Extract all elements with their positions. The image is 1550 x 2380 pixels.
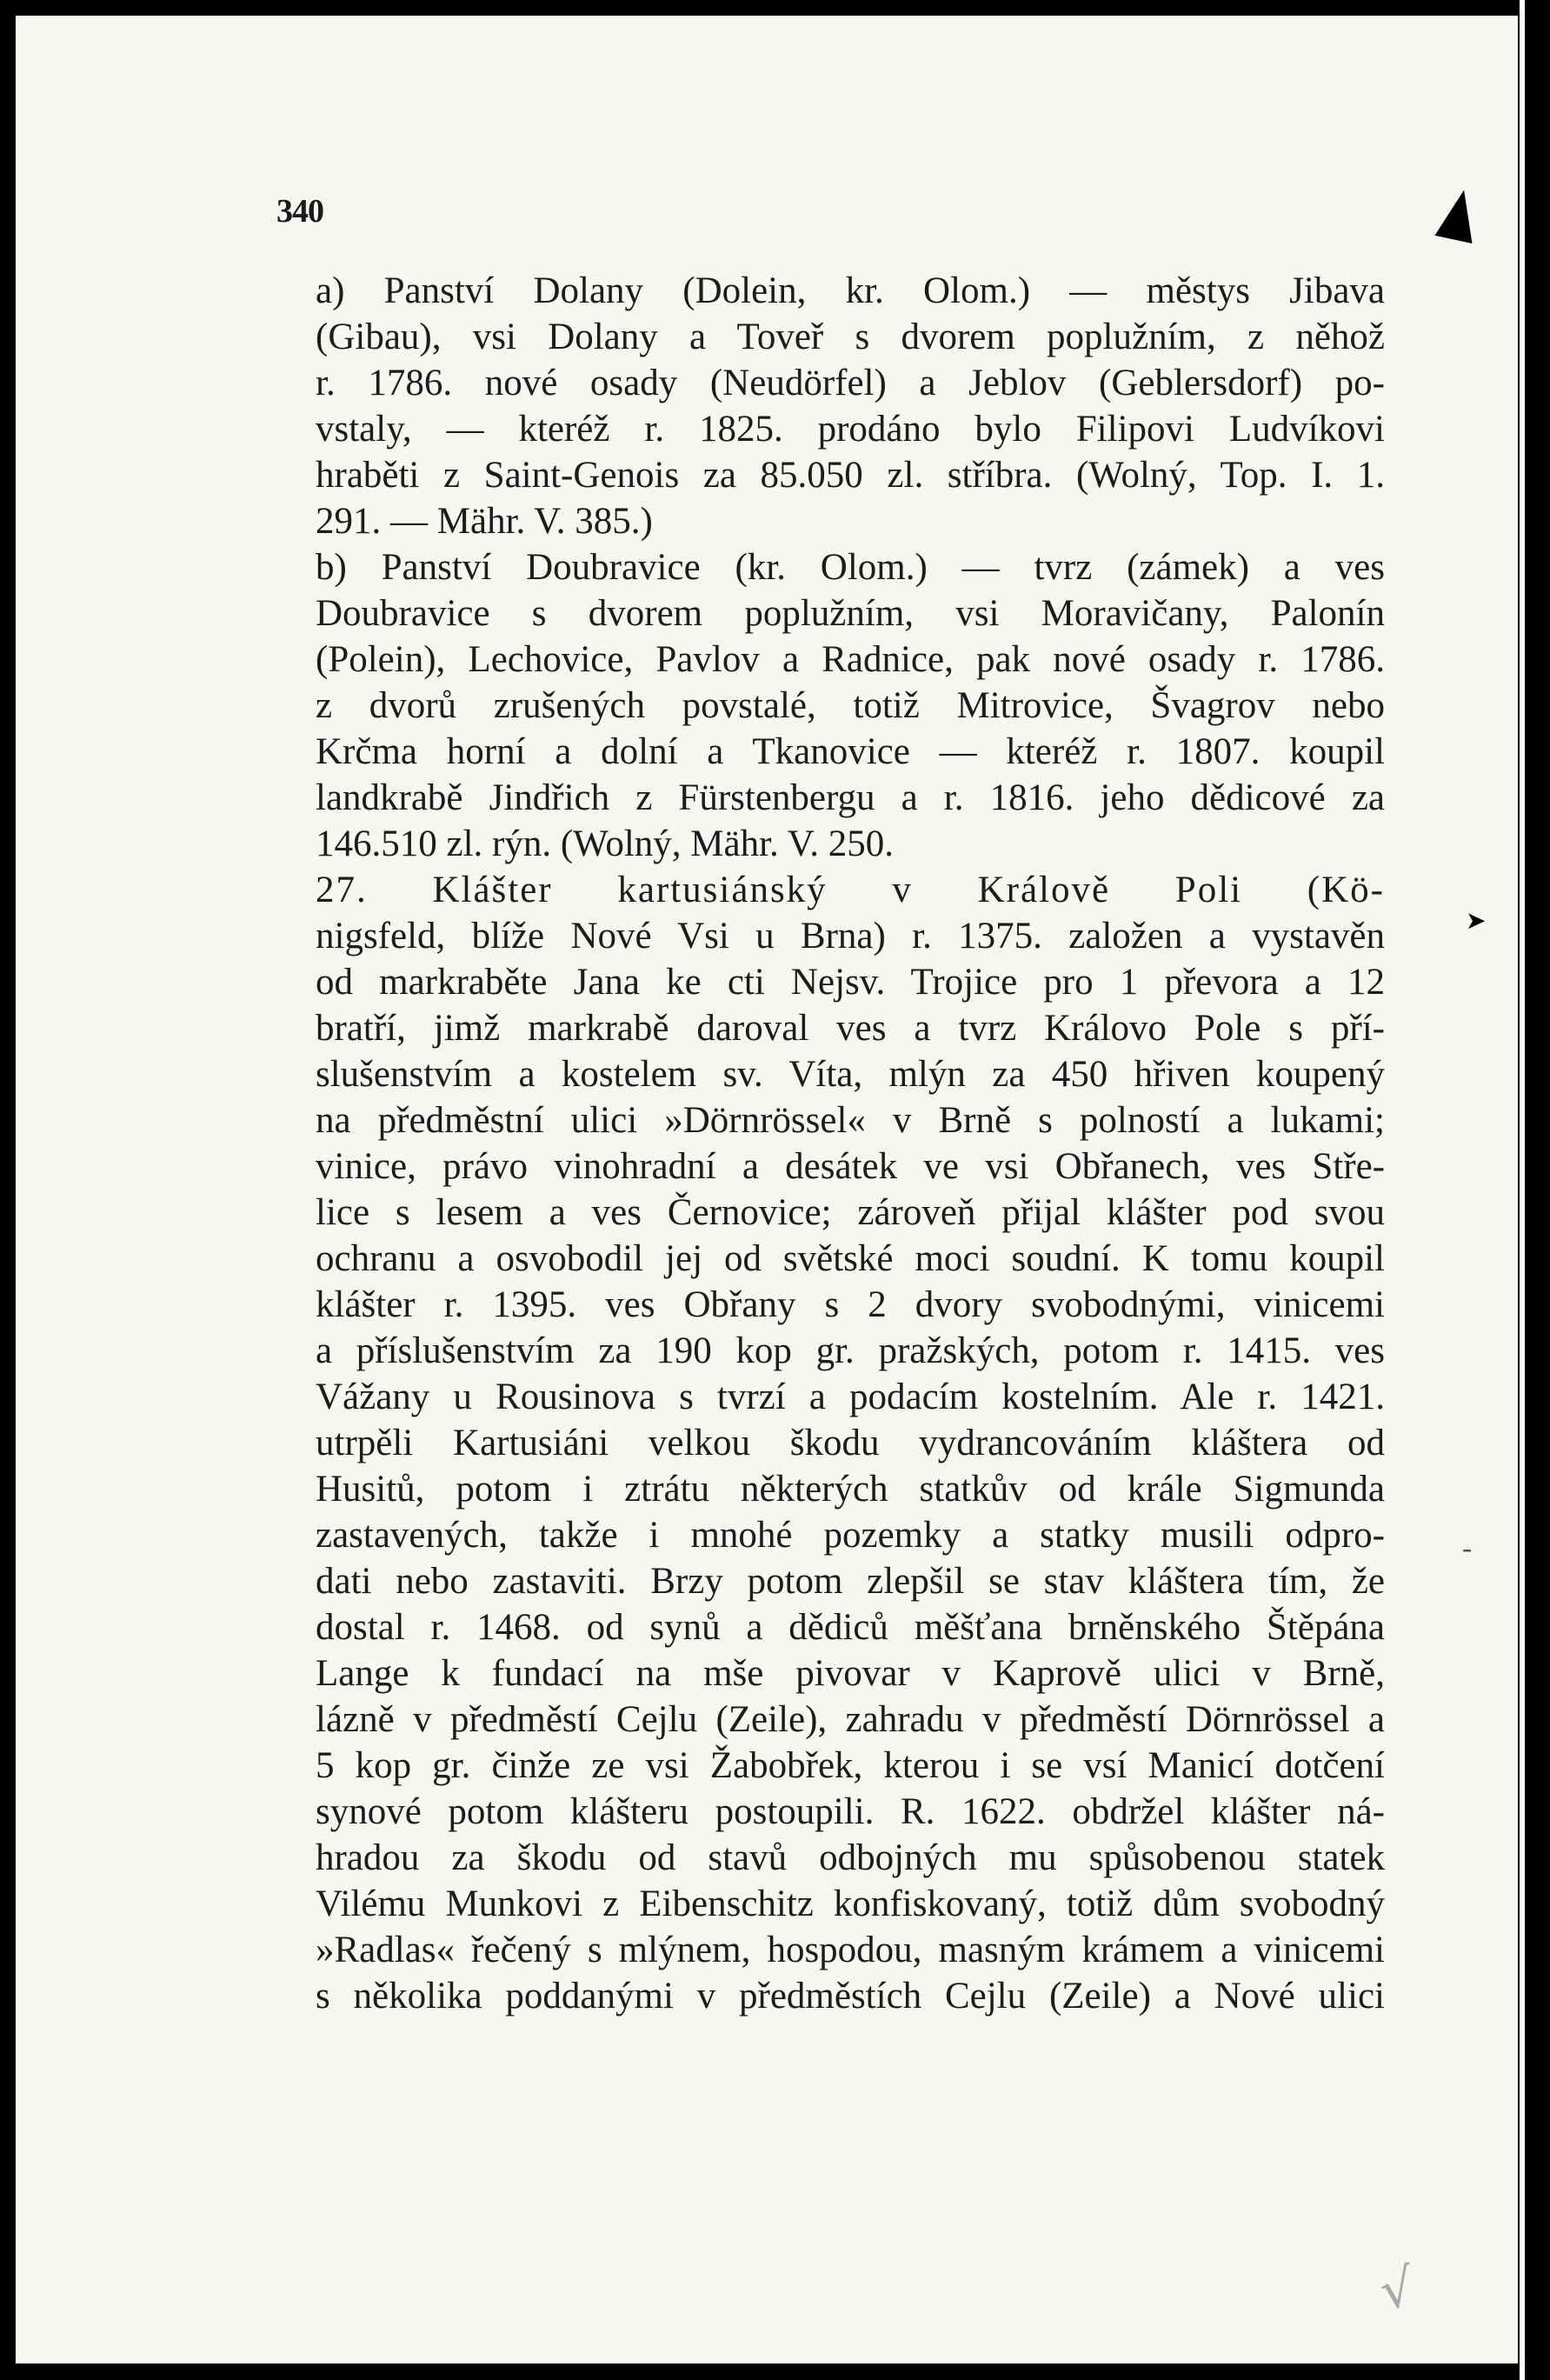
ink-mark-icon	[1434, 186, 1482, 243]
text-line: hradou za škodu od stavů odbojných mu spůsobenou statek	[316, 1837, 1385, 1878]
margin-dash-icon: -	[1462, 1532, 1473, 1564]
text-line: r. 1786. nové osady (Neudörfel) a Jeblov (Geblersdorf) po-	[316, 363, 1385, 403]
text-line: a příslušenstvím za 190 kop gr. pražských, potom r. 1415. ves	[316, 1330, 1385, 1371]
text-line: 5 kop gr. činže ze vsi Žabobřek, kterou i se vsí Manicí dotčení	[316, 1745, 1385, 1786]
pencil-mark-icon: √	[1375, 2257, 1420, 2323]
section-heading-line: 27. Klášter kartusiánský v Králově Poli (Kö-	[316, 870, 1385, 910]
text-line: z dvorů zrušených povstalé, totiž Mitrovice, Švagrov nebo	[316, 685, 1385, 726]
scan-edge-line	[1520, 0, 1525, 2380]
text-line: 291. — Mähr. V. 385.)	[316, 501, 653, 542]
text-line: Krčma horní a dolní a Tkanovice — kteréž r. 1807. koupil	[316, 731, 1385, 772]
text-line: dostal r. 1468. od synů a dědiců měšťana brněnského Štěpána	[316, 1607, 1385, 1648]
text-line: vinice, právo vinohradní a desátek ve vsi Obřanech, ves Stře-	[316, 1146, 1385, 1187]
text-line: (Gibau), vsi Dolany a Toveř s dvorem poplužním, z něhož	[316, 317, 1385, 357]
text-line: nigsfeld, blíže Nové Vsi u Brna) r. 1375. založen a vystavěn	[316, 916, 1385, 957]
text-line: lázně v předměstí Cejlu (Zeile), zahradu v předměstí Dörnrössel a	[316, 1699, 1385, 1740]
text-line: synové potom klášteru postoupili. R. 1622. obdržel klášter ná-	[316, 1791, 1385, 1832]
text-line: od markraběte Jana ke cti Nejsv. Trojice pro 1 převora a 12	[316, 962, 1385, 1003]
text-line: ochranu a osvobodil jej od světské moci soudní. K tomu koupil	[316, 1238, 1385, 1279]
text-line: a) Panství Dolany (Dolein, kr. Olom.) — městys Jibava	[316, 270, 1385, 311]
text-line: Doubravice s dvorem poplužním, vsi Moravičany, Palonín	[316, 593, 1385, 634]
text-line: »Radlas« řečený s mlýnem, hospodou, masným krámem a vinicemi	[316, 1930, 1385, 1970]
text-line: Husitů, potom i ztrátu některých statkův od krále Sigmunda	[316, 1469, 1385, 1510]
book-page	[16, 16, 1518, 2363]
text-line: dati nebo zastaviti. Brzy potom zlepšil se stav kláštera tím, že	[316, 1561, 1385, 1602]
text-line: (Polein), Lechovice, Pavlov a Radnice, pak nové osady r. 1786.	[316, 639, 1385, 680]
text-line: utrpěli Kartusiáni velkou škodu vydrancováním kláštera od	[316, 1423, 1385, 1463]
text-line: Vážany u Rousinova s tvrzí a podacím kostelním. Ale r. 1421.	[316, 1377, 1385, 1417]
text-line: slušenstvím a kostelem sv. Víta, mlýn za 450 hřiven koupený	[316, 1054, 1385, 1095]
text-line: na předměstní ulici »Dörnrössel« v Brně s polností a lukami;	[316, 1100, 1385, 1141]
text-line: hraběti z Saint-Genois za 85.050 zl. stříbra. (Wolný, Top. I. 1.	[316, 455, 1385, 496]
text-line: 146.510 zl. rýn. (Wolný, Mähr. V. 250.	[316, 823, 895, 864]
text-line: zastavených, takže i mnohé pozemky a statky musili odpro-	[316, 1515, 1385, 1556]
text-line: vstaly, — kteréž r. 1825. prodáno bylo Filipovi Ludvíkovi	[316, 409, 1385, 450]
text-line: Lange k fundací na mše pivovar v Kaprově ulici v Brně,	[316, 1653, 1385, 1694]
text-line: lice s lesem a ves Černovice; zároveň přijal klášter pod svou	[316, 1192, 1385, 1233]
body-text	[316, 268, 1385, 2019]
text-line: Vilému Munkovi z Eibenschitz konfiskovaný, totiž dům svobodný	[316, 1883, 1385, 1924]
text-line: b) Panství Doubravice (kr. Olom.) — tvrz (zámek) a ves	[316, 547, 1385, 588]
text-line: klášter r. 1395. ves Obřany s 2 dvory svobodnými, vinicemi	[316, 1284, 1385, 1325]
margin-arrow-icon: ➤	[1466, 908, 1487, 935]
page-number: 340	[276, 193, 323, 230]
text-line: s několika poddanými v předměstích Cejlu (Zeile) a Nové ulici	[316, 1976, 1385, 2017]
text-line: landkrabě Jindřich z Fürstenbergu a r. 1816. jeho dědicové za	[316, 777, 1385, 818]
text-line: bratří, jimž markrabě daroval ves a tvrz Královo Pole s pří-	[316, 1008, 1385, 1049]
